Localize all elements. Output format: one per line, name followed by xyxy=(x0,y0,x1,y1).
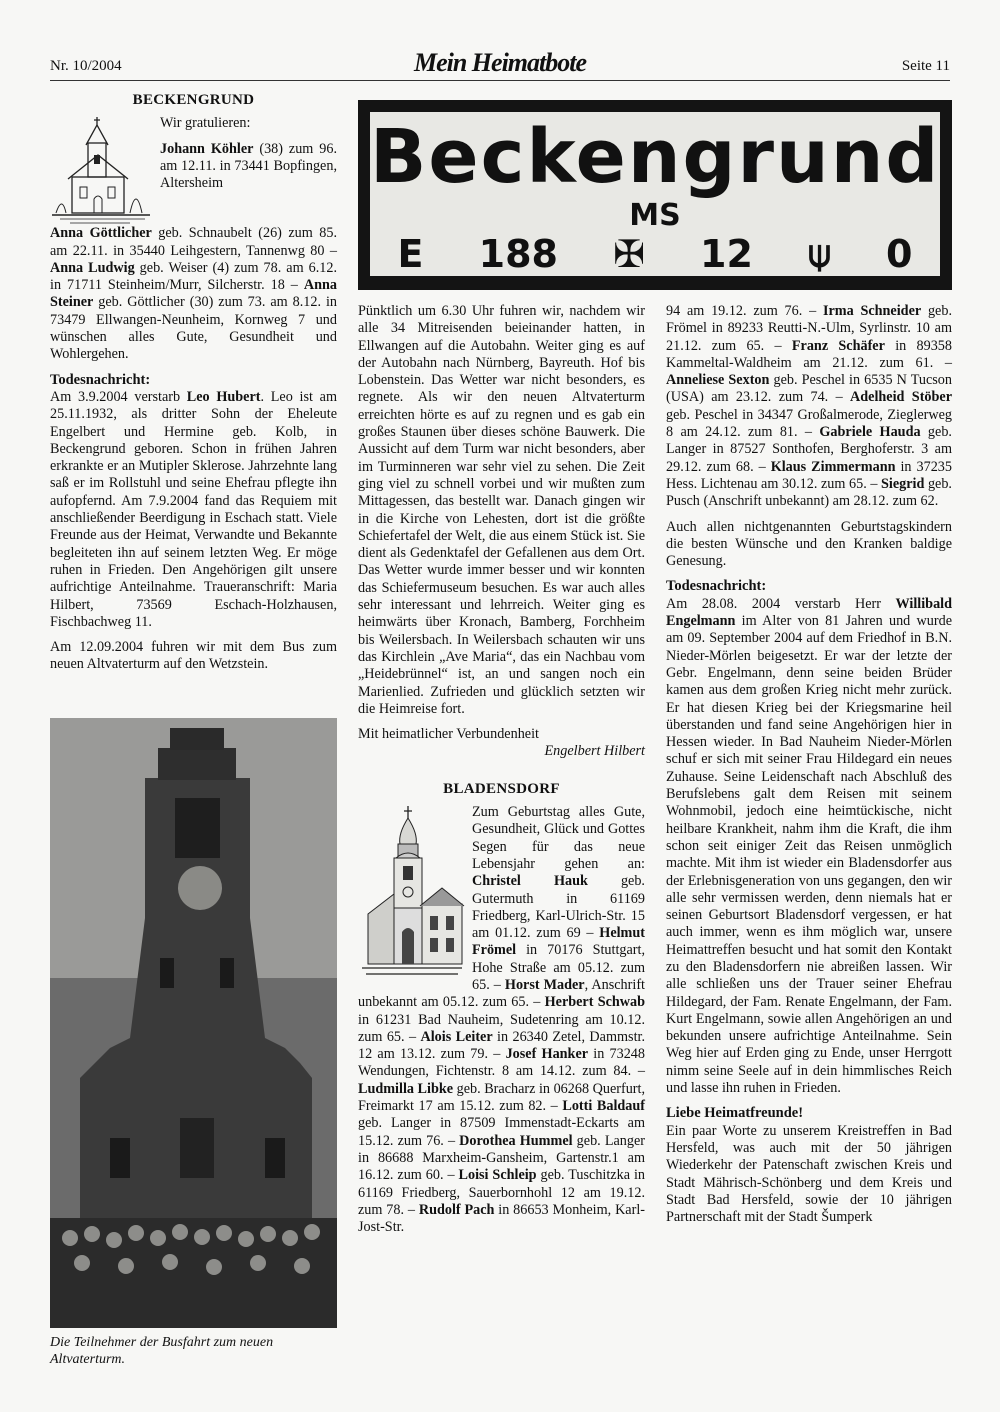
person-name: Irma Schneider xyxy=(822,303,922,319)
entry-text: geb. Peschel in 6535 N Tucson (USA) am 23.12. zum 74. – xyxy=(666,372,952,406)
masthead: Mein Heimatbote xyxy=(413,48,587,77)
section-heading-beckengrund: BECKENGRUND xyxy=(132,92,255,108)
signature: Engelbert Hilbert xyxy=(544,743,645,760)
photo-caption: Die Teilnehmer der Busfahrt zum neuen Altvaterturm. xyxy=(50,1335,274,1367)
person-name: Willibald Engelmann xyxy=(666,595,952,630)
entry-text: Zum Geburtstag alles Gute, Gesundheit, Glück und Gottes Segen für das neue Lebensjahr gehen an: xyxy=(472,804,645,872)
person-name: Alois Leiter xyxy=(420,1028,493,1045)
entry-text: geb. Frömel in 89233 Reutti-N.-Ulm, Syrlinstr. 10 am 21.12. zum 65. – xyxy=(666,303,952,354)
column-trip-report xyxy=(358,303,645,1244)
bladensdorf-church-drawing xyxy=(358,804,466,980)
entry-text: Am 28.08. 2004 verstarb Herr xyxy=(666,595,896,612)
entry-text: Am 3.9.2004 verstarb xyxy=(50,388,187,405)
friends-text: Ein paar Worte zu unserem Kreistreffen in Bad Hersfeld, was auch mit der 50 jährigen Wiederkehr der Patenschaft zwischen Kreis und Stadt Mährisch-Schönberg und dem Kreis und Stadt Bad Hersfeld, sowie der 10 jährigen Partnerschaft mit der Stadt Šumperk xyxy=(666,1122,952,1226)
person-name: Lotti Baldauf xyxy=(562,1098,645,1115)
page-header xyxy=(50,48,950,81)
person-name: Loisi Schleip xyxy=(458,1167,537,1184)
entry-text: 94 am 19.12. zum 76. – xyxy=(666,303,823,319)
entry-text: geb. Langer in 87509 Immenstadt-Eckarts am 15.12. zum 76. – xyxy=(358,1115,645,1149)
column-bladensdorf-continued xyxy=(666,303,952,1234)
entry-text: geb. Weiser (4) zum 78. am 6.12. in 71711 Steinheim/Murr, Silcherstr. 18 – xyxy=(50,259,337,294)
greeting-block xyxy=(50,115,337,225)
person-name: Herbert Schwab xyxy=(544,994,645,1011)
person-name: Josef Hanker xyxy=(505,1046,589,1063)
sign-symbol: E xyxy=(397,232,424,276)
sign-district: MS xyxy=(629,198,681,233)
entry-text: geb. Peschel in 34347 Großalmerode, Zieglerweg 8 am 24.12. zum 81. – xyxy=(666,406,952,441)
entry-text: in 86653 Monheim, Karl-Jost-Str. xyxy=(358,1201,645,1236)
closing-line: Mit heimatlicher Verbundenheit xyxy=(358,726,539,743)
birthday-list-continued xyxy=(666,303,952,511)
person-name: Ludmilla Libke xyxy=(358,1080,454,1097)
entry-text: geb. Langer in 86688 Marxheim-Gansheim, Gartenstr.1 am 16.12. zum 60. – xyxy=(358,1132,645,1184)
sign-value: 0 xyxy=(885,232,913,276)
church-drawing xyxy=(50,115,154,225)
person-name: Horst Mader xyxy=(504,976,585,993)
obituary-text xyxy=(50,389,337,631)
sign-symbol: ⍦ xyxy=(808,232,831,276)
iron-cross-icon: ✠ xyxy=(613,232,645,276)
sign-statistics xyxy=(370,232,940,277)
obituary-text xyxy=(666,596,952,1098)
group-photo-tower xyxy=(50,718,337,1328)
person-name: Anna Steiner xyxy=(50,277,337,311)
entry-text: im Alter von 81 Jahren und wurde am 09. September 2004 auf dem Friedhof in B.N. Nieder-Mörlen beigesetzt. Er war der letzte der Gebr. Engelmann, denn seine beiden Brüder kamen aus dem großen Krieg nicht mehr zurück. Er hat diesen Krieg bei der Kriegsmarine heil überstanden und fand seine Angehörigen hier in Hessen wieder. In Bad Nauheim Nieder-Mörlen schuf er sich mit seiner Frau Hildegard ein neues Zuhause. Seine Leidenschaft nach Abschluß des Berufslebens galt dem Reisen mit seinem Wohnmobil, jedoch eine heimtückische, nicht heilbare Krankheit, nahm ihm die Kraft, die ihm schon seit einiger Zeit das Reisen unmöglich machte. Mit ihm ist wieder ein Bladensdorfer aus der Erlebnisgeneration von uns gegangen, den wir alle sehr vermissen werden, denn niemals hat er seinen Geburtsort Bladensdorf vergessen, er hat auch immer, wenn es ihm möglich war, unsere Heimattreffen besucht und hat somit den Kontakt zu den Bladensdorfern nie abreißen lassen. Wir alle schließen uns der Trauer seiner Ehefrau Hildegard, der Fam. Renate Engelmann, der Fam. Kurt Engelmann, sowie allen Angehörigen an und bekunden unsere aufrichtige Anteilnahme. Sein Weg hier auf Erden ging zu Ende, unser Herrgott nimm seine Seele auf in dein himmlisches Reich und lasse ihn ruhen in Frieden. xyxy=(666,613,952,1097)
person-name: Helmut Frömel xyxy=(472,925,645,959)
person-name: Anna Ludwig xyxy=(50,259,135,276)
section-heading-bladensdorf: BLADENSDORF xyxy=(443,780,560,797)
page-number: Seite 11 xyxy=(901,58,950,74)
entry-text: , Anschrift unbekannt am 05.12. zum 65. – xyxy=(358,976,645,1011)
person-name: Siegrid xyxy=(881,475,925,492)
person-name: Christel Hauk xyxy=(472,873,588,890)
entry-text: geb. Gutermuth in 61169 Friedberg, Karl-Ulrich-Str. 15 am 01.12. zum 69 – xyxy=(472,873,645,942)
wishes-text: Auch allen nichtgenannten Geburtstagskindern die besten Wünsche und den Kranken baldige Genesung. xyxy=(666,518,952,570)
person-name: Franz Schäfer xyxy=(791,337,885,354)
entry-text: geb. Tuschitzka in 61169 Friedberg, Sauerbornhohl 12 am 19.12. zum 78. – xyxy=(358,1167,645,1218)
person-name: Anneliese Sexton xyxy=(666,372,770,389)
trip-report-text: Pünktlich um 6.30 Uhr fuhren wir, nachdem wir alle 34 Mitreisenden beieinander hatten, in Ellwangen auf die Autobahn. Weiter ging es auf der Autobahn nach Nürnberg, Bayreuth. Hof bis Lobenstein. Das Wetter war nicht besonders, es regnete. Als wir den neuen Altvaterturm erreichten hörte es auf zu regnen und es gab ein großes Staunen über dieses schöne Bauwerk. Die Aussicht auf dem Turm war nicht besonders, aber im Turminneren war sehr viel zu sehen. Die Zeit ging viel zu schnell vorbei und wir mußten zum Mittagessen, das bestellt war. Danach gingen wir in die Kirche von Lehesten, dort ist die größte Schiefertafel der Welt, die aus einem Stück ist. Sie dient als Gedenktafel der Gefallenen aus dem Ort. Das Wetter wurde immer besser und wir konnten das Schiefermuseum besuchen. Es war auch alles sehr interessant und lehrreich. Weiter ging es heimwärts über Kronach, Bamberg, Forchheim bis Weilersbach. In Weilersbach schauten wir uns das Kirchlein „Ave Maria“, das ein Nachbau vom „Heidebrünnel“ ist, an und sangen noch ein Marienlied. Zufrieden und glücklich setzten wir die Heimreise fort. xyxy=(358,303,645,717)
birthday-entry xyxy=(160,141,337,193)
sign-value: 12 xyxy=(700,232,753,276)
column-beckengrund xyxy=(50,92,337,682)
entry-text: in 37235 Hess. Lichtenau am 30.12. zum 65. – xyxy=(666,458,952,492)
person-name: Johann Köhler xyxy=(160,140,254,157)
sign-title: Beckengrund xyxy=(370,114,941,200)
person-name: Adelheid Stöber xyxy=(850,389,952,406)
entry-text: geb. Pusch (Anschrift unbekannt) am 28.12. zum 62. xyxy=(666,475,952,510)
person-name: Anna Göttlicher xyxy=(50,225,152,242)
person-name: Leo Hubert xyxy=(186,388,261,405)
entry-text: geb. Schnaubelt (26) zum 85. am 22.11. in 35440 Leihgestern, Tannenwg 80 – xyxy=(50,225,337,259)
entry-text: (38) zum 96. am 12.11. in 73441 Bopfingen, Altersheim xyxy=(160,140,337,192)
tower-photo-illustration xyxy=(50,718,337,1328)
entry-text: in 26340 Zetel, Dammstr. 12 am 13.12. zum 79. – xyxy=(358,1028,646,1063)
person-name: Gabriele Hauda xyxy=(819,424,921,441)
entry-text: geb. Göttlicher (30) zum 73. am 8.12. in 73479 Ellwangen-Neunheim, Kornweg 7 und wünschen alles Gute, Gesundheit und Wohlergehen. xyxy=(50,294,337,363)
entry-text: in 89358 Kammeltal-Waldheim am 21.12. zum 61. – xyxy=(666,337,952,371)
birthday-list xyxy=(50,225,337,363)
entry-text: . Leo ist am 25.11.1932, als dritter Sohn der Eheleute Engelbert und Hermine geb. Kolb, in Beckengrund geboren. Schon in frühen Jahren erkrankte er an Mutipler Sklerose. Jahrzehnte lang saß er im Rollstuhl und seine Ehefrau pflegte ihn aufopfernd. Am 7.9.2004 fand das Requiem mit anschließender Beerdigung in Eschach statt. Viele Freunde aus der Heimat, Verwandte und Bekannte begleiteten ihn auf seinem letzten Weg. Er möge ruhen in Frieden. Den Angehörigen gilt unsere aufrichtige Anteilnahme. Traueranschrift: Maria Hilbert, 73569 Eschach-Holzhausen, Fischbachweg 11. xyxy=(50,388,337,630)
sign-value: 188 xyxy=(478,232,558,276)
beckengrund-sign-photo xyxy=(358,100,952,290)
person-name: Rudolf Pach xyxy=(418,1201,495,1218)
friends-heading: Liebe Heimatfreunde! xyxy=(666,1105,804,1122)
greeting-text: Wir gratulieren: xyxy=(160,115,251,132)
trip-intro: Am 12.09.2004 fuhren wir mit dem Bus zum neuen Altvaterturm auf den Wetzstein. xyxy=(50,639,337,673)
entry-text: in 61231 Bad Nauheim, Sudetenring am 10.12. zum 65. – xyxy=(358,1011,645,1045)
entry-text: in 73248 Wendungen, Fichtenstr. 8 am 14.12. zum 84. – xyxy=(358,1046,645,1080)
entry-text: in 70176 Stuttgart, Hohe Straße am 05.12. zum 65. – xyxy=(472,942,645,993)
issue-number: Nr. 10/2004 xyxy=(50,58,122,74)
person-name: Dorothea Hummel xyxy=(459,1132,573,1149)
obituary-heading: Todesnachricht: xyxy=(666,578,767,595)
person-name: Klaus Zimmermann xyxy=(770,458,896,475)
entry-text: geb. Langer in 87527 Sonthofen, Berghoferstr. 3 am 29.12. zum 68. – xyxy=(666,424,952,475)
entry-text: geb. Bracharz in 06268 Querfurt, Freimarkt 17 am 15.12. zum 82. – xyxy=(358,1080,646,1115)
obituary-heading: Todesnachricht: xyxy=(50,371,151,388)
